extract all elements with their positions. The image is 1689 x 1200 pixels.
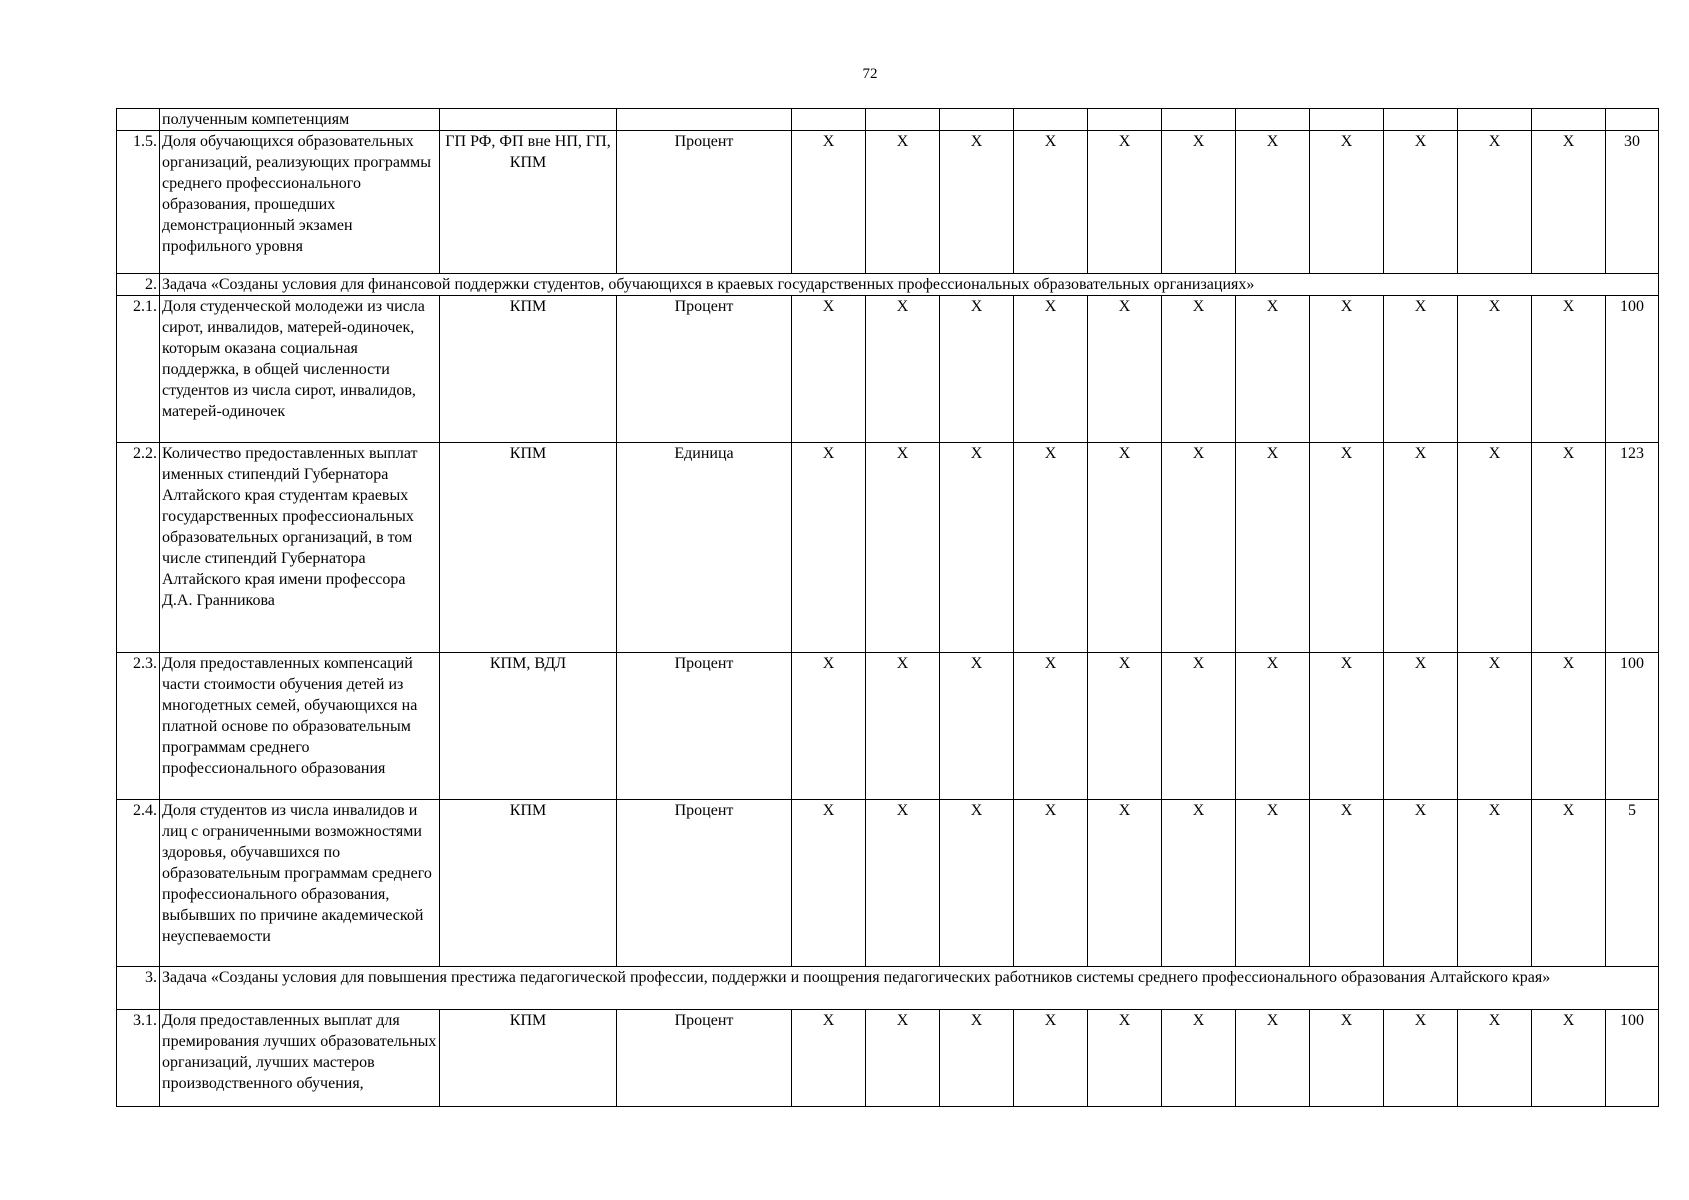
year-value-cell: X — [1236, 1010, 1310, 1107]
row-number: 3. — [117, 967, 160, 1010]
indicator-unit — [617, 109, 792, 131]
indicator-unit: Процент — [617, 296, 792, 443]
year-value-cell: X — [940, 443, 1014, 653]
indicator-name: Доля предоставленных выплат для премирования лучших образовательных организаций, лучших мастеров производственного обучения, — [160, 1010, 440, 1107]
year-value-cell: X — [792, 653, 866, 800]
year-value-cell — [866, 109, 940, 131]
indicator-source: КПМ — [440, 296, 617, 443]
year-value-cell: X — [940, 800, 1014, 967]
year-value-cell: X — [1532, 443, 1606, 653]
year-value-cell — [1088, 109, 1162, 131]
indicator-unit: Единица — [617, 443, 792, 653]
year-value-cell: X — [792, 1010, 866, 1107]
year-value-cell: X — [940, 653, 1014, 800]
row-number: 2.1. — [117, 296, 160, 443]
year-value-cell — [1458, 109, 1532, 131]
year-value-cell — [1162, 109, 1236, 131]
year-value-cell: X — [1310, 296, 1384, 443]
year-value-cell: X — [1532, 296, 1606, 443]
year-value-cell: X — [1014, 131, 1088, 274]
year-value-cell — [1384, 109, 1458, 131]
page-number: 72 — [862, 66, 878, 82]
year-value-cell: X — [1384, 1010, 1458, 1107]
year-value-cell: X — [1310, 653, 1384, 800]
year-value-cell: X — [1162, 1010, 1236, 1107]
year-value-cell: X — [1088, 443, 1162, 653]
year-value-cell: X — [866, 443, 940, 653]
table-row — [117, 800, 1659, 967]
year-value-cell: X — [940, 131, 1014, 274]
year-value-cell — [1236, 109, 1310, 131]
year-value-cell: X — [1236, 131, 1310, 274]
row-number: 1.5. — [117, 131, 160, 274]
year-value-cell: X — [1236, 443, 1310, 653]
indicator-unit: Процент — [617, 653, 792, 800]
year-value-cell: X — [866, 296, 940, 443]
year-value-cell: X — [1014, 800, 1088, 967]
year-value-cell: X — [1088, 1010, 1162, 1107]
task-row — [117, 274, 1659, 296]
year-value-cell: X — [1458, 800, 1532, 967]
indicator-name: Доля обучающихся образовательных организаций, реализующих программы среднего профессионального образования, прошедших демонстрационный экзамен профильного уровня — [160, 131, 440, 274]
indicator-source: КПМ — [440, 800, 617, 967]
year-value-cell: X — [1014, 296, 1088, 443]
year-value-cell: X — [1162, 131, 1236, 274]
year-value-cell — [1532, 109, 1606, 131]
year-value-cell: X — [866, 131, 940, 274]
year-value-cell: X — [1532, 1010, 1606, 1107]
target-value — [1606, 109, 1659, 131]
year-value-cell — [1014, 109, 1088, 131]
year-value-cell: X — [1088, 800, 1162, 967]
year-value-cell: X — [866, 653, 940, 800]
indicator-source — [440, 109, 617, 131]
year-value-cell: X — [1236, 800, 1310, 967]
year-value-cell: X — [1532, 800, 1606, 967]
year-value-cell: X — [792, 296, 866, 443]
year-value-cell: X — [1532, 131, 1606, 274]
year-value-cell: X — [1162, 800, 1236, 967]
year-value-cell — [940, 109, 1014, 131]
year-value-cell: X — [1384, 296, 1458, 443]
year-value-cell: X — [1384, 653, 1458, 800]
year-value-cell: X — [1014, 653, 1088, 800]
year-value-cell: X — [940, 296, 1014, 443]
year-value-cell — [1310, 109, 1384, 131]
year-value-cell: X — [1310, 131, 1384, 274]
year-value-cell: X — [1458, 443, 1532, 653]
year-value-cell — [792, 109, 866, 131]
year-value-cell: X — [792, 443, 866, 653]
indicators-table — [116, 108, 1659, 1107]
target-value: 100 — [1606, 296, 1659, 443]
row-number: 2.3. — [117, 653, 160, 800]
year-value-cell: X — [1088, 653, 1162, 800]
indicator-name: Количество предоставленных выплат именных стипендий Губернатора Алтайского края студентам краевых государственных профессиональных образовательных организаций, в том числе стипендий Губернатора Алтайского края имени профессора Д.А. Гранникова — [160, 443, 440, 653]
year-value-cell: X — [792, 800, 866, 967]
year-value-cell: X — [1014, 1010, 1088, 1107]
task-description: Задача «Созданы условия для финансовой поддержки студентов, обучающихся в краевых государственных профессиональных образовательных организациях» — [160, 274, 1659, 296]
year-value-cell: X — [1384, 800, 1458, 967]
row-number: 2. — [117, 274, 160, 296]
table-row — [117, 131, 1659, 274]
year-value-cell: X — [792, 131, 866, 274]
table-row — [117, 296, 1659, 443]
year-value-cell: X — [1162, 296, 1236, 443]
target-value: 100 — [1606, 1010, 1659, 1107]
year-value-cell: X — [1310, 800, 1384, 967]
indicator-unit: Процент — [617, 131, 792, 274]
indicator-name: Доля предоставленных компенсаций части стоимости обучения детей из многодетных семей, обучающихся на платной основе по образовательным программам среднего профессионального образования — [160, 653, 440, 800]
row-number: 2.4. — [117, 800, 160, 967]
year-value-cell: X — [940, 1010, 1014, 1107]
target-value: 100 — [1606, 653, 1659, 800]
row-number: 2.2. — [117, 443, 160, 653]
year-value-cell: X — [866, 1010, 940, 1107]
indicator-unit: Процент — [617, 1010, 792, 1107]
year-value-cell: X — [1162, 443, 1236, 653]
year-value-cell: X — [1458, 653, 1532, 800]
indicator-unit: Процент — [617, 800, 792, 967]
task-description: Задача «Созданы условия для повышения престижа педагогической профессии, поддержки и поощрения педагогических работников системы среднего профессионального образования Алтайского края» — [160, 967, 1659, 1010]
indicator-name: Доля студенческой молодежи из числа сирот, инвалидов, матерей-одиночек, которым оказана социальная поддержка, в общей численности студентов из числа сирот, инвалидов, матерей-одиночек — [160, 296, 440, 443]
indicator-source: ГП РФ, ФП вне НП, ГП, КПМ — [440, 131, 617, 274]
year-value-cell: X — [1458, 1010, 1532, 1107]
indicator-name: Доля студентов из числа инвалидов и лиц с ограниченными возможностями здоровья, обучавшихся по образовательным программам среднего профессионального образования, выбывших по причине академической неуспеваемости — [160, 800, 440, 967]
indicator-source: КПМ, ВДЛ — [440, 653, 617, 800]
year-value-cell: X — [1088, 131, 1162, 274]
task-row — [117, 967, 1659, 1010]
indicator-source: КПМ — [440, 443, 617, 653]
year-value-cell: X — [1088, 296, 1162, 443]
year-value-cell: X — [1310, 1010, 1384, 1107]
table-row — [117, 443, 1659, 653]
row-number — [117, 109, 160, 131]
year-value-cell: X — [866, 800, 940, 967]
year-value-cell: X — [1532, 653, 1606, 800]
year-value-cell: X — [1236, 296, 1310, 443]
table-row — [117, 109, 1659, 131]
table-row — [117, 653, 1659, 800]
indicator-name: полученным компетенциям — [160, 109, 440, 131]
year-value-cell: X — [1384, 443, 1458, 653]
year-value-cell: X — [1162, 653, 1236, 800]
row-number: 3.1. — [117, 1010, 160, 1107]
year-value-cell: X — [1458, 296, 1532, 443]
year-value-cell: X — [1310, 443, 1384, 653]
indicator-source: КПМ — [440, 1010, 617, 1107]
year-value-cell: X — [1014, 443, 1088, 653]
target-value: 123 — [1606, 443, 1659, 653]
target-value: 5 — [1606, 800, 1659, 967]
year-value-cell: X — [1458, 131, 1532, 274]
year-value-cell: X — [1384, 131, 1458, 274]
year-value-cell: X — [1236, 653, 1310, 800]
table-row — [117, 1010, 1659, 1107]
target-value: 30 — [1606, 131, 1659, 274]
